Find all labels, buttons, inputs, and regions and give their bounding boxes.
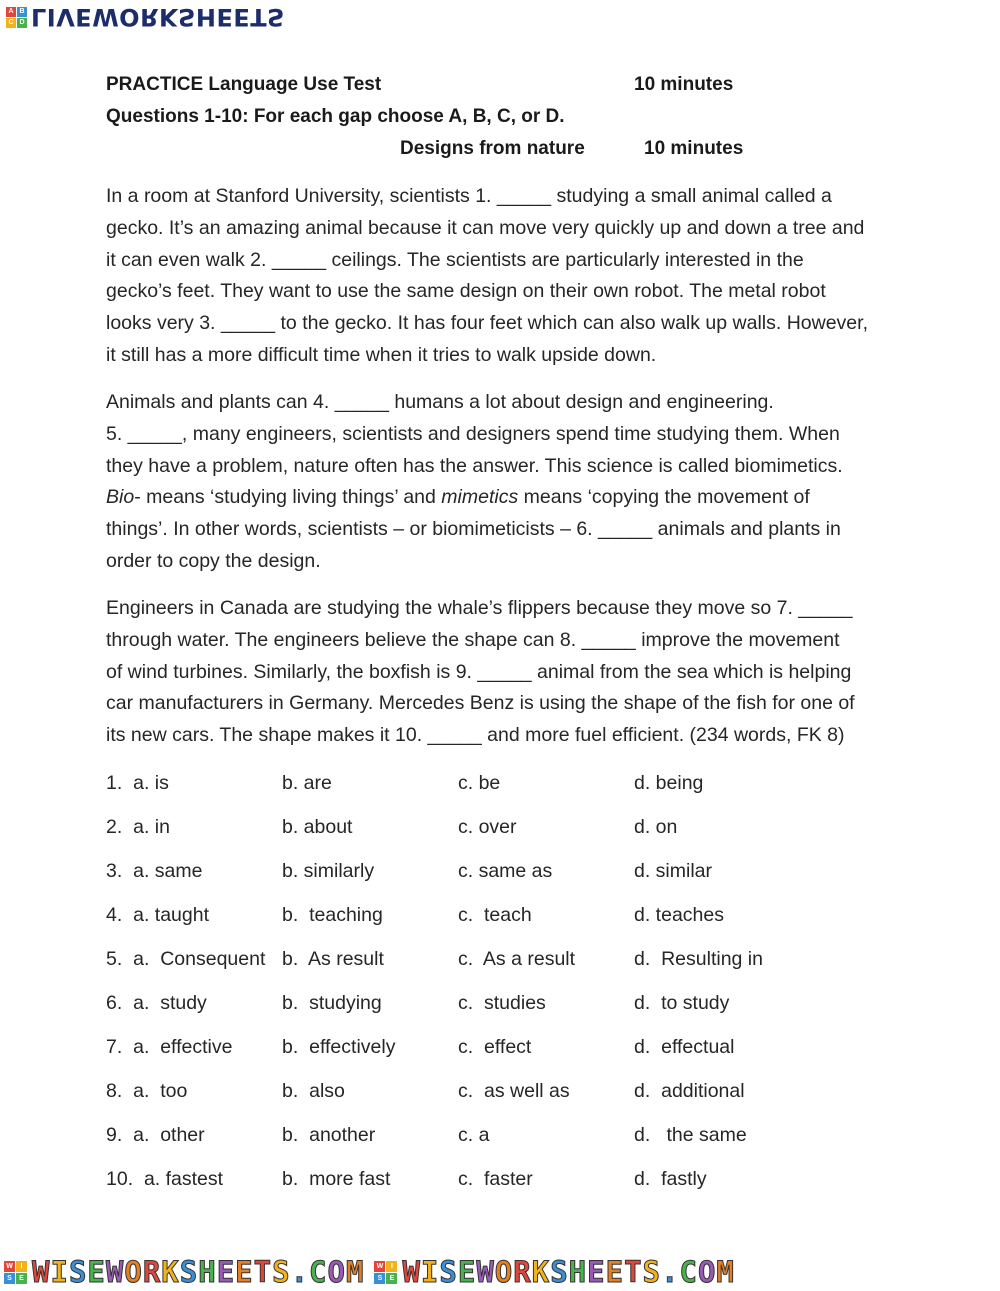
option-b[interactable]: b. teaching xyxy=(282,904,383,926)
option-a[interactable]: 9. a. other xyxy=(106,1124,205,1146)
option-c[interactable]: c. be xyxy=(458,772,501,794)
mimetics-term: mimetics xyxy=(441,486,519,509)
option-b[interactable]: b. As result xyxy=(282,948,384,970)
question-options-row xyxy=(106,1120,936,1164)
paragraph-line: 5. _____, many engineers, scientists and designers spend time studying them. When xyxy=(106,422,840,445)
option-d[interactable]: d. the same xyxy=(634,1124,747,1146)
paragraph-line: Animals and plants can 4. _____ humans a lot about design and engineering. xyxy=(106,391,774,413)
option-a[interactable]: 6. a. study xyxy=(106,992,207,1014)
instructions: Questions 1-10: For each gap choose A, B, C, or D. xyxy=(106,106,565,127)
test-time: 10 minutes xyxy=(634,74,734,95)
question-options-row xyxy=(106,1032,936,1076)
liveworksheets-logo-icon: A B C D xyxy=(6,7,27,28)
option-d[interactable]: d. Resulting in xyxy=(634,948,763,970)
passage-title: Designs from nature xyxy=(400,138,585,159)
paragraph-line: of wind turbines. Similarly, the boxfish is 9. _____ animal from the sea which is helping xyxy=(106,660,852,683)
paragraph-line: its new cars. The shape makes it 10. _____ and more fuel efficient. (234 words, FK 8) xyxy=(106,724,845,747)
footer-brand-text-1: WISEWORKSHEETS.COM xyxy=(32,1255,365,1289)
option-c[interactable]: c. over xyxy=(458,816,517,838)
paragraph-line: In a room at Stanford University, scientists 1. _____ studying a small animal called a xyxy=(106,185,832,207)
answer-options xyxy=(106,768,936,1208)
option-c[interactable]: c. As a result xyxy=(458,948,576,970)
option-a[interactable]: 1. a. is xyxy=(106,772,169,794)
footer-brand-text xyxy=(32,1255,364,1289)
paragraph-line: Engineers in Canada are studying the whale’s flippers because they move so 7. _____ xyxy=(106,597,853,619)
paragraph-2 xyxy=(106,387,936,578)
question-options-row xyxy=(106,1164,936,1208)
mimetics-definition: means ‘copying the movement of xyxy=(518,486,810,509)
option-a[interactable]: 8. a. too xyxy=(106,1080,188,1102)
option-d[interactable]: d. to study xyxy=(634,992,730,1014)
wiseworksheets-logo-icon: W I S E xyxy=(4,1261,27,1284)
option-a[interactable]: 4. a. taught xyxy=(106,904,209,926)
question-options-row xyxy=(106,768,936,812)
paragraph-line: it still has a more difficult time when it tries to walk upside down. xyxy=(106,343,657,366)
option-b[interactable]: b. are xyxy=(282,772,332,794)
option-d[interactable]: d. on xyxy=(634,816,678,838)
passage-time: 10 minutes xyxy=(644,138,744,159)
wiseworksheets-footer xyxy=(0,1254,1000,1290)
footer-brand-unit xyxy=(0,1255,364,1289)
paragraph-line: gecko’s feet. They want to use the same design on their own robot. The metal robot xyxy=(106,280,826,303)
paragraph-line: looks very 3. _____ to the gecko. It has four feet which can also walk up walls. However, xyxy=(106,312,868,335)
option-b[interactable]: b. studying xyxy=(282,992,382,1014)
footer-brand-unit xyxy=(370,1255,734,1289)
option-a[interactable]: 7. a. effective xyxy=(106,1036,233,1058)
option-c[interactable]: c. studies xyxy=(458,992,546,1014)
bio-definition: - means ‘studying living things’ and xyxy=(134,486,442,509)
option-a[interactable]: 5. a. Consequent xyxy=(106,948,266,970)
paragraph-line: gecko. It’s an amazing animal because it can move very quickly up and down a tree and xyxy=(106,216,865,239)
option-b[interactable]: b. also xyxy=(282,1080,345,1102)
paragraph-line: through water. The engineers believe the shape can 8. _____ improve the movement xyxy=(106,628,840,651)
footer-brand-text-2: WISEWORKSHEETS.COM xyxy=(402,1255,735,1289)
question-options-row xyxy=(106,812,936,856)
test-title: PRACTICE Language Use Test xyxy=(106,74,382,95)
paragraph-line: things’. In other words, scientists – or biomimeticists – 6. _____ animals and plants in xyxy=(106,518,841,541)
option-b[interactable]: b. another xyxy=(282,1124,376,1146)
option-c[interactable]: c. teach xyxy=(458,904,532,926)
liveworksheets-watermark xyxy=(6,2,285,32)
option-c[interactable]: c. same as xyxy=(458,860,553,882)
option-b[interactable]: b. effectively xyxy=(282,1036,396,1058)
option-b[interactable]: b. similarly xyxy=(282,860,375,882)
option-a[interactable]: 2. a. in xyxy=(106,816,170,838)
option-d[interactable]: d. effectual xyxy=(634,1036,735,1058)
bio-term: Bio xyxy=(106,486,135,509)
paragraph-line: order to copy the design. xyxy=(106,549,321,572)
option-a[interactable]: 3. a. same xyxy=(106,860,203,882)
option-b[interactable]: b. about xyxy=(282,816,353,838)
option-c[interactable]: c. faster xyxy=(458,1168,533,1190)
option-c[interactable]: c. as well as xyxy=(458,1080,570,1102)
option-b[interactable]: b. more fast xyxy=(282,1168,391,1190)
option-c[interactable]: c. a xyxy=(458,1124,490,1146)
wiseworksheets-logo-icon: W I S E xyxy=(374,1261,397,1284)
paragraph-1 xyxy=(106,181,936,372)
paragraph-line: they have a problem, nature often has the answer. This science is called biomimetics. xyxy=(106,454,843,477)
option-d[interactable]: d. being xyxy=(634,772,704,794)
paragraph-line: it can even walk 2. _____ ceilings. The scientists are particularly interested in the xyxy=(106,248,804,271)
option-d[interactable]: d. additional xyxy=(634,1080,745,1102)
footer-brand-text xyxy=(402,1255,734,1289)
option-d[interactable]: d. fastly xyxy=(634,1168,707,1190)
liveworksheets-watermark-text: LIVEWORKSHEETS xyxy=(31,3,285,31)
option-d[interactable]: d. similar xyxy=(634,860,713,882)
question-options-row xyxy=(106,944,936,988)
paragraph-3 xyxy=(106,593,936,752)
question-options-row xyxy=(106,1076,936,1120)
question-options-row xyxy=(106,988,936,1032)
question-options-row xyxy=(106,900,936,944)
question-options-row xyxy=(106,856,936,900)
paragraph-line: car manufacturers in Germany. Mercedes Benz is using the shape of the fish for one of xyxy=(106,692,855,715)
option-a[interactable]: 10. a. fastest xyxy=(106,1168,224,1190)
paragraph-line xyxy=(106,482,936,514)
option-d[interactable]: d. teaches xyxy=(634,904,724,926)
option-c[interactable]: c. effect xyxy=(458,1036,532,1058)
